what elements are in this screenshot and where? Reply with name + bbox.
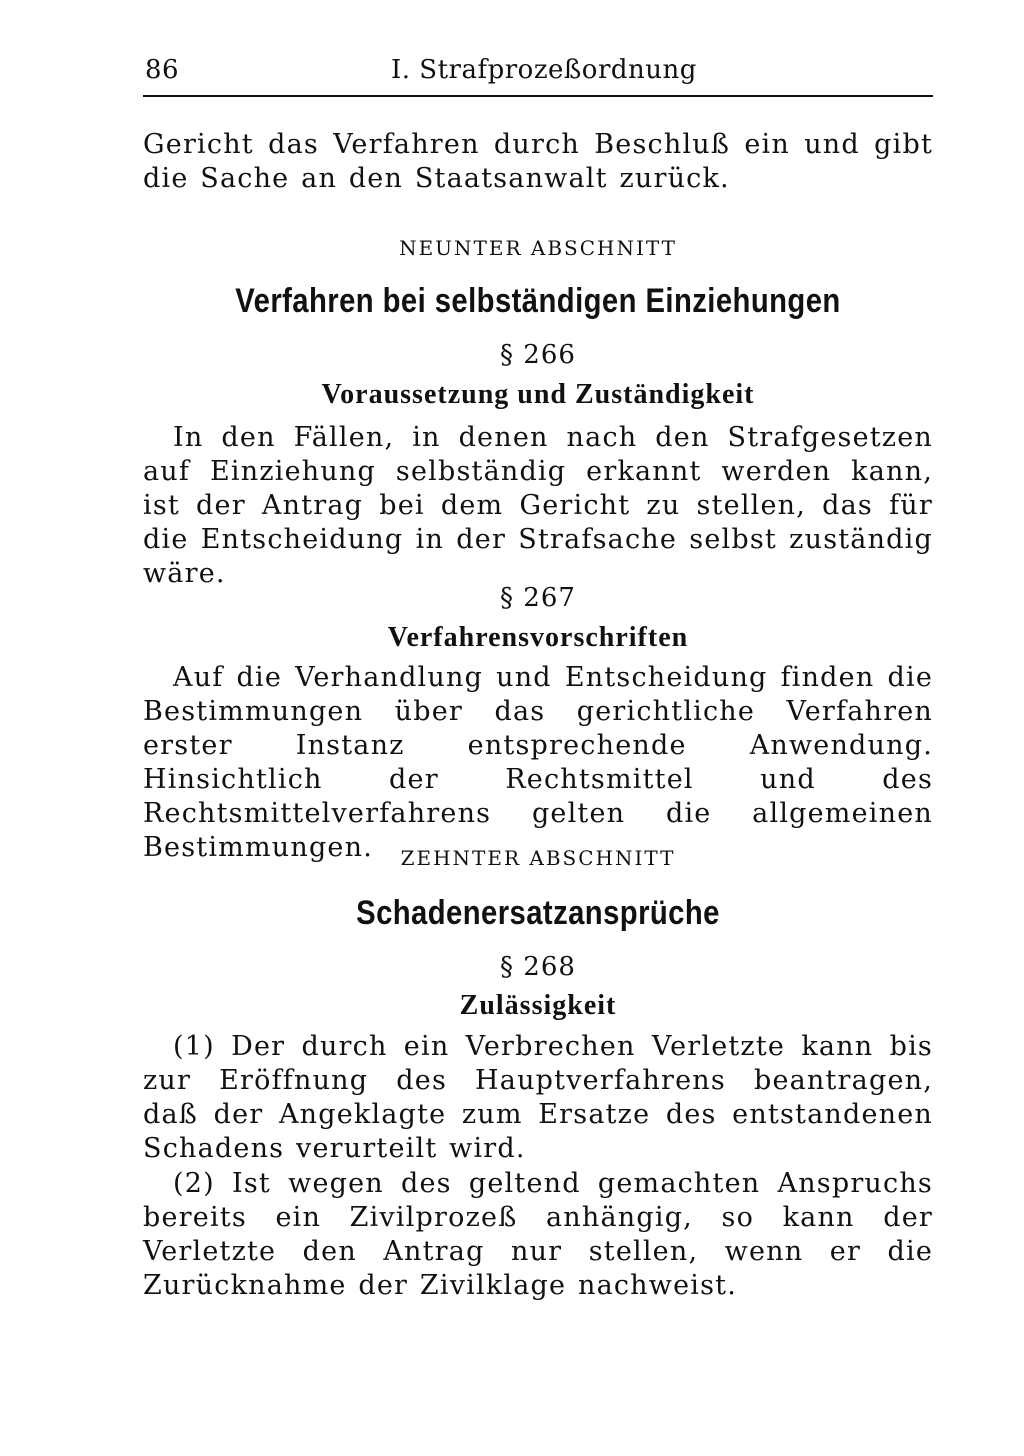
section-9-title: Verfahren bei selbständigen Einziehungen [235,282,841,320]
section-10-title: Schadenersatzansprüche [356,894,720,932]
paragraph-266-title: Voraussetzung und Zuständigkeit [321,379,755,410]
paragraph-267-text: Auf die Verhandlung und Entscheidung finden die Bestimmungen über das gerichtliche Verfahren erster Instanz entsprechende Anwendung. Hinsichtlich der Rechtsmittel und des Rechtsmittelverfahrens gelten die allgemeinen Bestimmungen. [143,662,933,863]
paragraph-268-subsection-2: (2) Ist wegen des geltend gemachten Anspruchs bereits ein Zivilprozeß anhängig, so kann der Verletzte den Antrag nur stellen, wenn er die Zurücknahme der Zivilklage nachweist. [143,1168,933,1301]
paragraph-267-body [143,661,933,865]
paragraph-268-subsection-1: (1) Der durch ein Verbrechen Verletzte kann bis zur Eröffnung des Hauptverfahrens beantragen, daß der Angeklagte zum Ersatze des entstandenen Schadens verurteilt wird. [143,1031,933,1164]
page-number: 86 [145,55,180,85]
intro-block [143,128,933,196]
running-title: I. Strafprozeßordnung [391,55,697,85]
section-9-label: NEUNTER ABSCHNITT [399,236,677,260]
paragraph-268-body-2 [143,1167,933,1303]
paragraph-266-text: In den Fällen, in denen nach den Strafgesetzen auf Einziehung selbständig erkannt werden kann, ist der Antrag bei dem Gericht zu stellen, das für die Entscheidung in der Strafsache selbst zuständig wäre. [143,422,933,589]
section-10-label: ZEHNTER ABSCHNITT [400,846,676,870]
header-rule [143,95,933,97]
paragraph-268-title: Zulässigkeit [459,990,617,1021]
page-header [143,55,933,95]
paragraph-267-number: § 267 [500,583,576,613]
paragraph-268-number: § 268 [500,952,576,982]
paragraph-266-body [143,421,933,591]
paragraph-268-body-1 [143,1030,933,1166]
intro-paragraph: Gericht das Verfahren durch Beschluß ein und gibt die Sache an den Staatsanwalt zurück. [143,129,933,194]
paragraph-267-title: Verfahrensvorschriften [387,622,689,653]
paragraph-266-number: § 266 [500,340,576,370]
